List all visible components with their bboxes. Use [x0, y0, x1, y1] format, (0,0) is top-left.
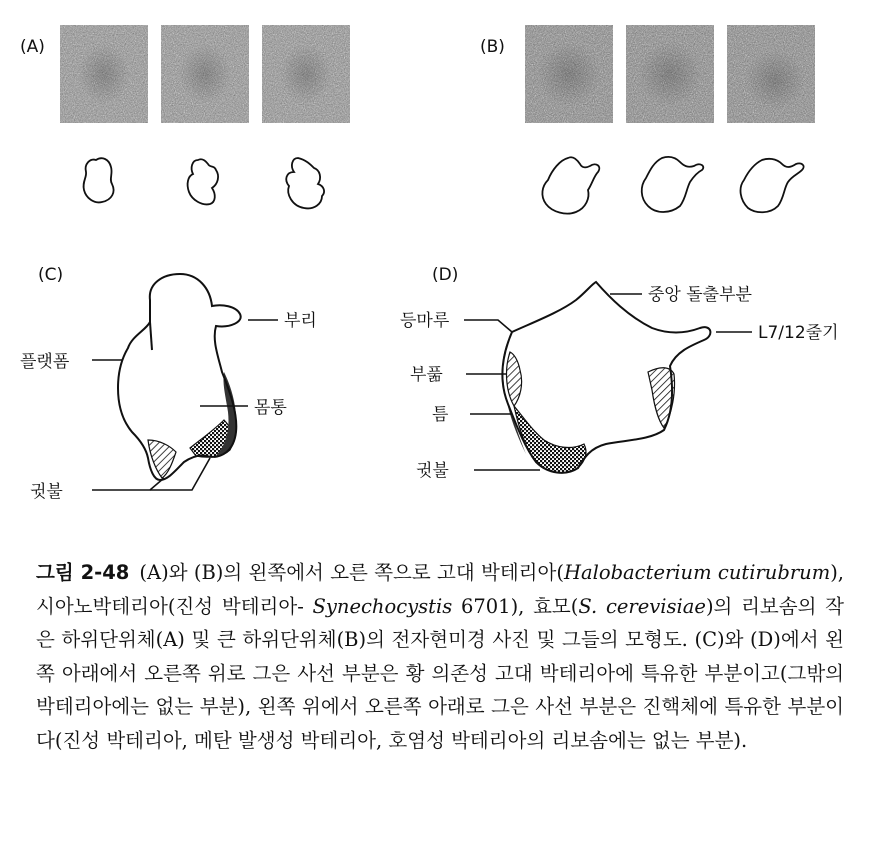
panel-b	[480, 25, 815, 214]
outline-b1	[542, 157, 599, 213]
caption-text-2: ), 시아노박테리아(진성 박테리아-	[36, 561, 845, 618]
outline-b3	[741, 159, 804, 212]
figure-caption	[36, 556, 844, 757]
caption-text-3: 6701), 효모(	[452, 594, 579, 618]
d-label-central: 중앙 돌출부분	[648, 285, 752, 305]
caption-text-1: (A)와 (B)의 왼쪽에서 오른 쪽으로 고대 박테리아(	[139, 561, 564, 584]
caption-species-2: Synechocystis	[312, 594, 453, 618]
d-label-gap: 틈	[432, 405, 449, 425]
panel-d-tag: (D)	[432, 265, 459, 285]
micrograph-a2	[161, 25, 249, 123]
panel-c	[20, 265, 317, 502]
d-label-stalk: L7/12줄기	[758, 323, 839, 343]
micrograph-b3	[727, 25, 815, 123]
d-label-bulge: 부풂	[410, 365, 443, 385]
outline-a1	[84, 158, 114, 202]
panel-c-tag: (C)	[38, 265, 64, 285]
d-hatched-region-left	[507, 352, 522, 406]
micrograph-a1	[60, 25, 148, 123]
d-label-lobe: 귓불	[416, 461, 449, 481]
panel-a-tag: (A)	[20, 37, 45, 57]
c-label-platform: 플랫폼	[20, 352, 70, 372]
micrograph-b2	[626, 25, 714, 123]
outline-a2	[188, 159, 218, 204]
d-dotted-region	[514, 406, 586, 473]
c-label-body: 몸통	[254, 398, 287, 418]
d-ridge-leader	[464, 320, 512, 332]
panel-d	[400, 265, 839, 481]
c-label-lobe: 귓불	[30, 482, 63, 502]
c-inner-line	[150, 322, 152, 350]
caption-species-1: Halobacterium cutirubrum	[563, 561, 831, 584]
caption-text-4: )의 리보솜의 작은 하위단위체(A) 및 큰 하위단위체(B)의 전자현미경 사진 및 그들의 모형도. (C)와 (D)에서 왼쪽 아래에서 오른쪽 위로 그은 사선 부분은 황 의존성 고대 박테리아에 특유한 부분이고(그밖의 박테리아에는 없는 부분), 왼쪽 위에서 오른쪽 아래로 그은 사선 부분은 진핵체에 특유한 부분이다(진성 박테리아, 메탄 발생성 박테리아, 호염성 박테리아의 리보솜에는 없는 부분).	[36, 594, 844, 752]
c-lobe-leader	[92, 478, 164, 490]
outline-b2	[642, 157, 704, 212]
panel-b-tag: (B)	[480, 37, 505, 57]
micrograph-a3	[262, 25, 350, 123]
c-label-beak: 부리	[284, 311, 317, 331]
micrograph-b1	[525, 25, 613, 123]
panel-a	[20, 25, 350, 208]
d-label-ridge: 등마루	[400, 311, 450, 331]
caption-species-3: S. cerevisiae	[578, 594, 706, 618]
outline-a3	[286, 158, 324, 208]
caption-number: 그림 2-48	[36, 561, 130, 584]
